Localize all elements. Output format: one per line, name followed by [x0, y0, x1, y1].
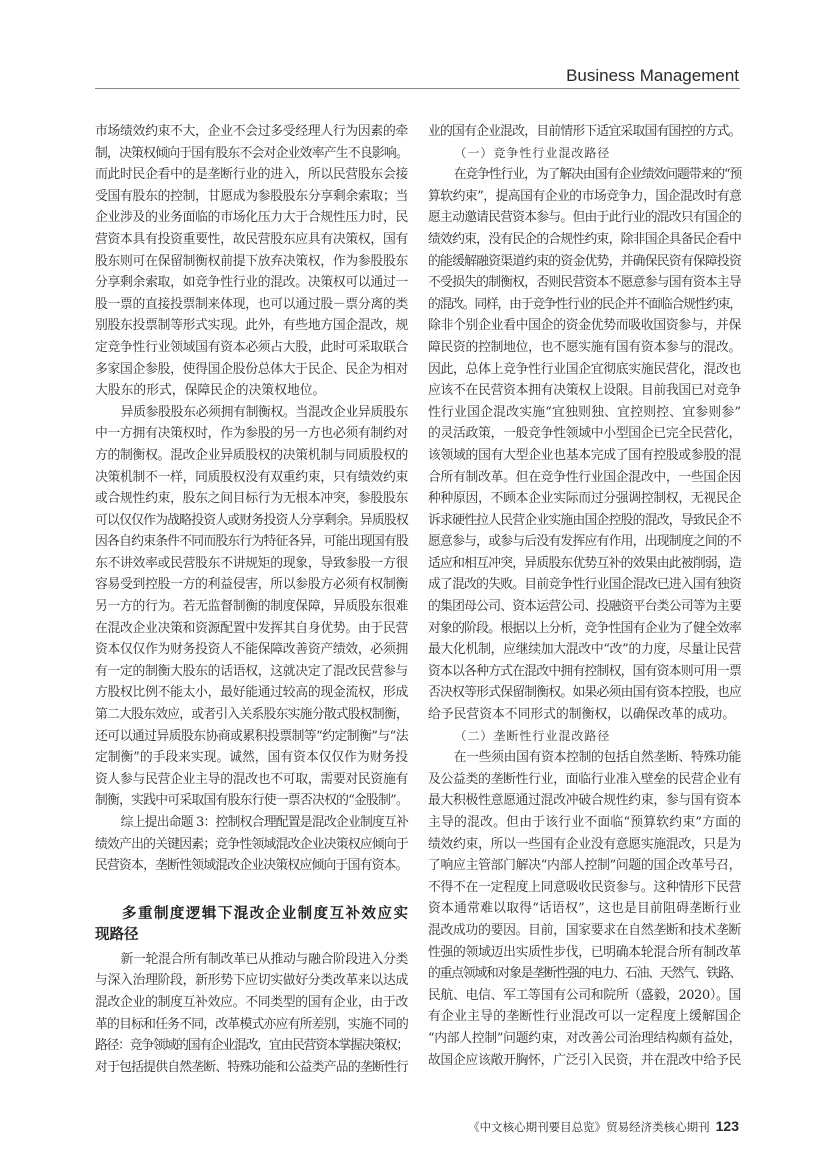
text-line: 对于包括提供自然垄断、特殊功能和公益类产品的垄断性行 [95, 1059, 408, 1075]
text-line: 定制衡”的手段来实现。诚然，国有资本仅仅作为财务投 [95, 750, 408, 766]
text-line: 不受损失的制衡权，否则民营资本不愿意参与国有资本主导 [428, 275, 741, 291]
text-line: 给予民营资本不同形式的制衡权，以确保改革的成功。 [428, 707, 736, 723]
text-line: 愿主动邀请民营资本参与。但由于此行业的混改只有国企的 [428, 210, 741, 226]
text-line: 东不讲效率或民营股东不讲规矩的现象，导致参股一方很 [95, 555, 408, 571]
text-line: 新一轮混合所有制改革已从推动与融合阶段进入分类 [120, 951, 409, 967]
text-line: 绩效约束，没有民企的合规性约束，除非国企具备民企看中 [428, 231, 741, 247]
text-line: 对象的阶段。根据以上分析，竞争性国有企业为了健全效率 [428, 620, 741, 636]
text-line: 资本仅仅作为财务投资人不能保障改善资产绩效，必须拥 [95, 642, 408, 658]
journal-label: 《中文核心期刊要目总览》贸易经济类核心期刊 [468, 1122, 710, 1134]
text-line: 否决权等形式保留制衡权。如果必须由国有资本控股，也应 [428, 685, 741, 701]
text-line: 与深入治理阶段，新形势下应切实做好分类改革来以达成 [95, 973, 408, 989]
section-heading-line: 现路径 [95, 926, 139, 943]
running-header-title: Business Management [566, 66, 739, 85]
right-column [428, 121, 741, 1071]
text-line: 综上提出命题 3：控制权合理配置是混改企业制度互补 [120, 815, 409, 830]
text-line: 业的国有企业混改，目前情形下适宜采取国有国控的方式。 [428, 124, 741, 139]
text-line: 有企业主导的垄断性行业混改可以一定程度上缓解国企 [428, 1009, 741, 1025]
paragraph [95, 812, 408, 877]
text-line: 合所有制改革。但在竞争性行业国企混改中，一些国企因 [428, 469, 741, 485]
text-line: 该领域的国有大型企业也基本完成了国有控股或参股的混 [428, 447, 741, 463]
section-heading [95, 904, 408, 946]
text-line: 最大化机制，应继续加大混改中“改”的力度，尽量让民营 [428, 642, 742, 658]
text-line: 诉求硬性拉人民营企业实施由国企控股的混改，导致民企不 [428, 512, 741, 528]
text-line: 主导的混改。但由于该行业不面临“预算软约束”方面的 [428, 815, 741, 830]
paragraph [95, 949, 408, 1079]
text-line: 市场绩效约束不大，企业不会过多受经理人行为因素的牵 [95, 124, 408, 139]
text-line: 及公益类的垄断性行业，面临行业准入壁垒的民营企业有 [428, 771, 741, 787]
text-line: 的重点领域和对象是垄断性强的电力、石油、天然气、铁路、 [428, 966, 741, 982]
text-line: 的集团母公司、资本运营公司、投融资平台类公司等为主要 [428, 599, 741, 615]
page-number: 123 [715, 1118, 739, 1134]
text-line: 受国有股东的控制，甘愿成为参股股东分享剩余索取；当 [95, 188, 408, 204]
text-line: 适应和相互冲突，异质股东优势互补的效果由此被削弱，造 [428, 555, 741, 571]
text-line: 绩效约束，所以一些国有企业没有意愿实施混改，只是为 [428, 836, 741, 852]
text-line: 的混改。同样，由于竞争性行业的民企并不面临合规性约束， [428, 296, 741, 312]
text-line: 的能缓解融资渠道约束的资金优势，并确保民资有保障投资 [428, 253, 741, 269]
text-line: 成了混改的失败。目前竞争性行业国企混改已进入国有独资 [428, 577, 741, 593]
text-line: “内部人控制”问题约束，对改善公司治理结构颇有益处， [428, 1030, 742, 1046]
text-line: 股一票的直接投票制来体现，也可以通过股－票分离的类 [95, 296, 408, 312]
text-line: 容易受到控股一方的利益侵害，所以参股方必须有权制衡 [95, 577, 408, 593]
text-line: 在一些须由国有资本控制的包括自然垄断、特殊功能 [453, 750, 742, 766]
text-line: 民营资本，垄断性领域混改企业决策权应倾向于国有资本。 [95, 858, 408, 874]
header-divider [95, 88, 740, 89]
text-line: 路径：竞争领域的国有企业混改，宜由民营资本掌握决策权； [95, 1038, 408, 1054]
text-line: 多家国企参股，使得国企股份总体大于民企、民企为相对 [95, 361, 408, 377]
text-line: 制衡，实践中可采取国有股东行使一票否决权的“金股制”。 [95, 793, 409, 809]
text-line: 决策机制不一样，同质股权没有双重约束，只有绩效约束 [95, 469, 408, 485]
subsection-heading: （二）垄断性行业混改路径 [454, 728, 611, 743]
text-line: 方的制衡权。混改企业异质股权的决策机制与同质股权的 [95, 447, 408, 463]
text-line: 故国企应该敞开胸怀，广泛引入民资，并在混改中给予民 [428, 1052, 741, 1068]
left-column [95, 121, 408, 1078]
text-line: 混改成功的要因。目前，国家要求在自然垄断和技术垄断 [428, 922, 741, 938]
paragraph [428, 164, 741, 725]
text-line: 资本通常难以取得“话语权”，这也是目前阻碍垄断行业 [428, 901, 741, 917]
text-line: 另一方的行为。若无监督制衡的制度保障，异质股东很难 [95, 599, 408, 615]
text-line: 或合规性约束，股东之间目标行为无根本冲突，参股股东 [95, 491, 408, 507]
text-line: 绩效产出的关键因素；竞争性领域混改企业决策权应倾向于 [95, 836, 408, 852]
text-line: 制，决策权倾向于国有股东不会对企业效率产生不良影响。 [95, 145, 408, 161]
text-line: 资人参与民营企业主导的混改也不可取，需要对民资施有 [95, 771, 408, 787]
subsection-heading: （一）竞争性行业混改路径 [454, 145, 611, 160]
text-line: 因各自约束条件不同而股东行为特征各异，可能出现国有股 [95, 534, 408, 550]
text-line: 民航、电信、军工等国有公司和院所（盛毅，2020）。国 [428, 987, 741, 1003]
page-footer [468, 1118, 739, 1135]
text-line: 而此时民企看中的是垄断行业的进入，所以民营股东会接 [95, 167, 408, 183]
text-line: 在竞争性行业，为了解决由国有企业绩效问题带来的“预 [453, 167, 742, 183]
text-line: 在混改企业决策和资源配置中发挥其自身优势。由于民营 [95, 620, 408, 636]
text-line: 除非个别企业看中国企的资金优势而吸收国资参与，并保 [428, 318, 741, 334]
text-line: 定竞争性行业领域国有资本必须占大股，此时可采取联合 [95, 339, 408, 355]
text-line: 别股东投票制等形式实现。此外，有些地方国企混改，规 [95, 318, 408, 334]
text-line: 因此，总体上竞争性行业国企宜彻底实施民营化，混改也 [428, 361, 741, 377]
text-line: 算软约束”，提高国有企业的市场竞争力，国企混改时有意 [428, 188, 742, 204]
text-line: 营资本具有投资重要性，故民营股东应具有决策权，国有 [95, 231, 408, 247]
text-line: 大股东的形式，保障民企的决策权地位。 [95, 383, 326, 399]
paragraph [95, 402, 408, 812]
paragraph [428, 121, 741, 143]
text-line: 种种原因，不顾本企业实际而过分强调控制权，无视民企 [428, 491, 741, 507]
text-line: 有一定的制衡大股东的话语权，这就决定了混改民营参与 [95, 663, 408, 679]
text-line: 中一方拥有决策权时，作为参股的另一方也必须有制约对 [95, 426, 408, 442]
text-line: 企业涉及的业务面临的市场化压力大于合规性压力时，民 [95, 210, 408, 226]
text-line: 应该不在民营资本拥有决策权上设限。目前我国已对竞争 [428, 383, 741, 399]
text-line: 性强的领域迈出实质性步伐，已明确本轮混合所有制改革 [428, 944, 741, 960]
text-line: 革的目标和任务不同，改革模式亦应有所差别，实施不同的 [95, 1016, 408, 1032]
text-line: 愿意参与，或参与后没有发挥应有作用，出现制度之间的不 [428, 534, 741, 550]
text-line: 混改企业的制度互补效应。不同类型的国有企业，由于改 [95, 994, 408, 1010]
text-line: 可以仅仅作为战略投资人或财务投资人分享剩余。异质股权 [95, 512, 408, 528]
text-line: 资本以各种方式在混改中拥有控制权，国有资本则可用一票 [428, 663, 741, 679]
text-line: 性行业国企混改实施“宜独则独、宜控则控、宜参则参” [428, 404, 741, 420]
text-line: 的灵活政策，一般竞争性领域中小型国企已完全民营化， [428, 426, 741, 442]
text-line: 还可以通过异质股东协商或累积投票制等“约定制衡”与“法 [95, 728, 408, 744]
text-line: 分享剩余索取，如竞争性行业的混改。决策权可以通过一 [95, 275, 408, 291]
paragraph [95, 121, 408, 402]
text-line: 股东则可在保留制衡权前提下放弃决策权，作为参股股东 [95, 253, 408, 269]
text-line: 异质参股股东必须拥有制衡权。当混改企业异质股东 [120, 404, 409, 420]
section-heading-line: 多重制度逻辑下混改企业制度互补效应实 [122, 905, 408, 922]
text-line: 第二大股东效应，或者引入关系股东实施分散式股权制衡， [95, 707, 408, 723]
text-line: 方股权比例不能太小，最好能通过较高的现金流权，形成 [95, 685, 408, 701]
paragraph [428, 747, 741, 1071]
text-line: 障民资的控制地位，也不愿实施有国有资本参与的混改。 [428, 339, 741, 355]
text-line: 了响应主管部门解决“内部人控制”问题的国企改革号召， [428, 858, 742, 874]
text-line: 不得不在一定程度上同意吸收民资参与。这种情形下民营 [428, 879, 741, 895]
text-line: 最大积极性意愿通过混改冲破合规性约束，参与国有资本 [428, 793, 741, 809]
